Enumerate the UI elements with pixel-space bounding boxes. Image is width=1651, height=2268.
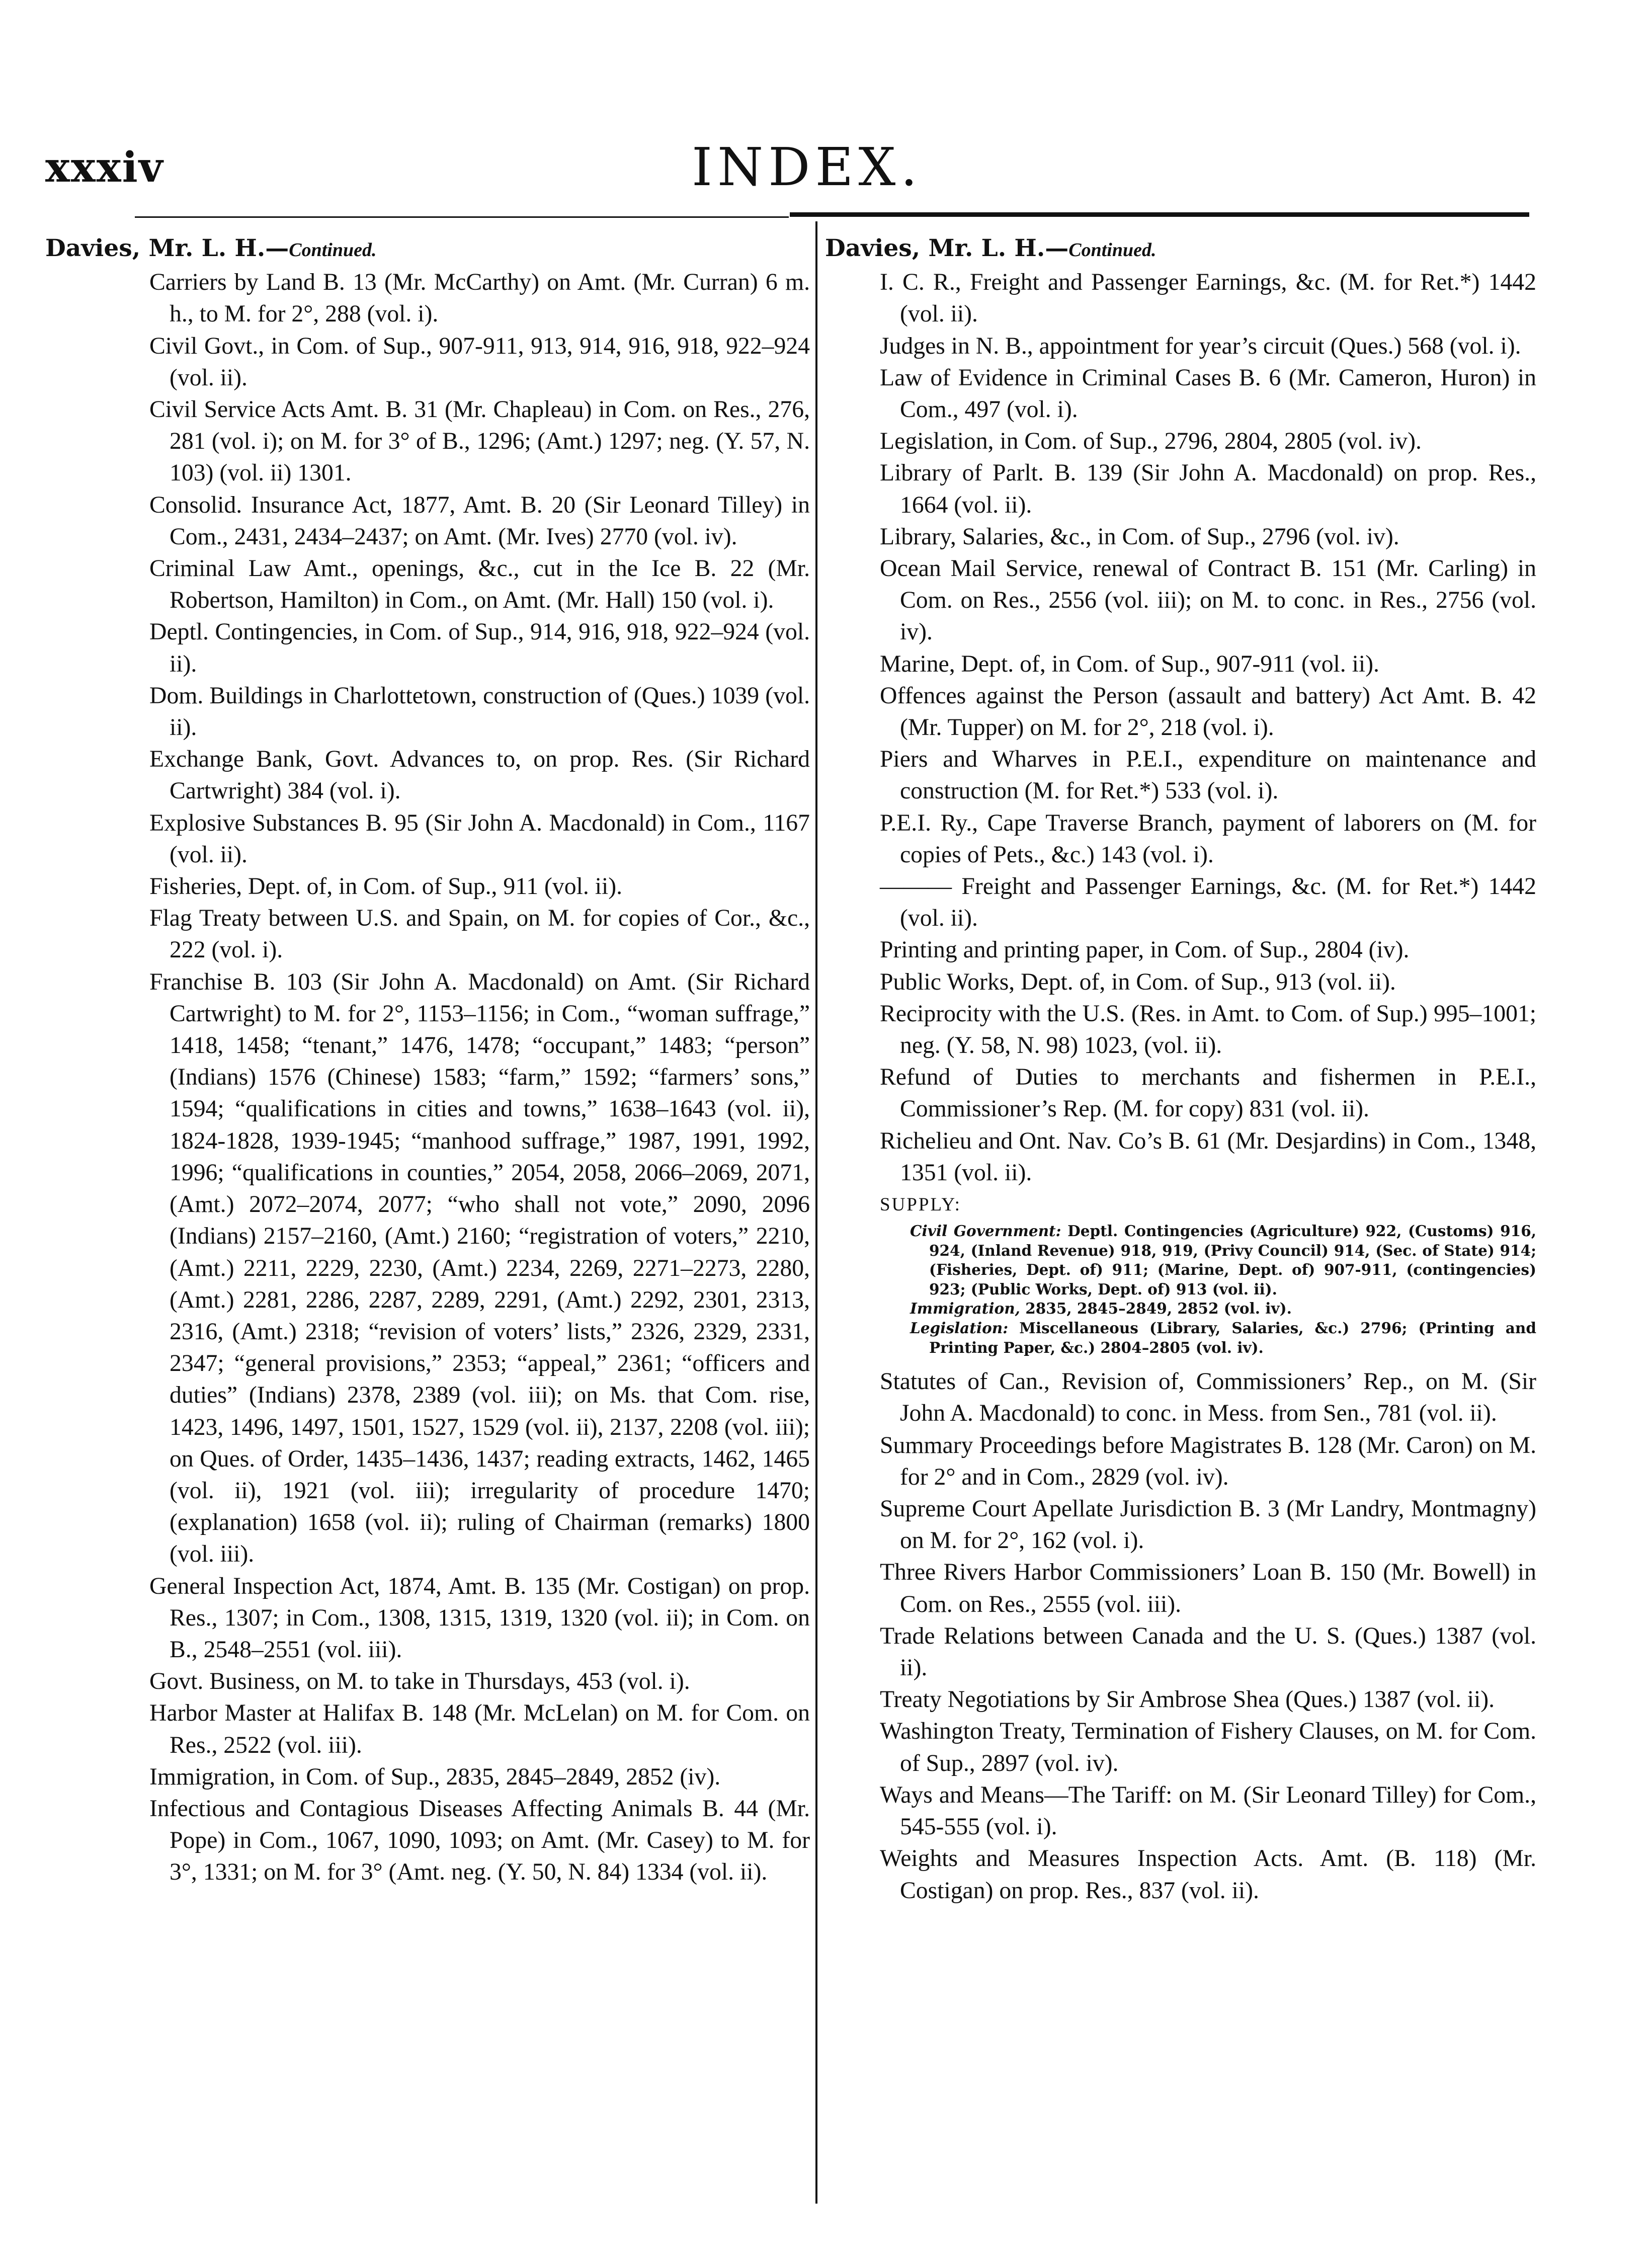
index-entry: Reciprocity with the U.S. (Res. in Amt. to Com. of Sup.) 995–1001; neg. (Y. 58, N. 98) 1023, (vol. ii). xyxy=(880,1000,1536,1059)
index-entry: Exchange Bank, Govt. Advances to, on prop. Res. (Sir Richard Cartwright) 384 (vol. i). xyxy=(149,746,810,804)
index-entry: Richelieu and Ont. Nav. Co’s B. 61 (Mr. Desjardins) in Com., 1348, 1351 (vol. ii). xyxy=(880,1127,1536,1186)
index-entry: Judges in N. B., appointment for year’s circuit (Ques.) 568 (vol. i). xyxy=(880,332,1521,359)
index-entry: I. C. R., Freight and Passenger Earnings, &c. (M. for Ret.*) 1442 (vol. ii). xyxy=(880,269,1536,328)
index-entry: Statutes of Can., Revision of, Commissioners’ Rep., on M. (Sir John A. Macdonald) to conc. in Mess. from Sen., 781 (vol. ii). xyxy=(880,1368,1536,1427)
column-divider xyxy=(815,221,817,2204)
index-entry: Library, Salaries, &c., in Com. of Sup., 2796 (vol. iv). xyxy=(880,523,1399,550)
index-entry: Flag Treaty between U.S. and Spain, on M. for copies of Cor., &c., 222 (vol. i). xyxy=(149,905,810,963)
heading-continued: Continued. xyxy=(1068,239,1157,261)
heading-name: Davies, Mr. L. H.— xyxy=(45,234,289,262)
index-entry: Criminal Law Amt., openings, &c., cut in the Ice B. 22 (Mr. Robertson, Hamilton) in Com., on Amt. (Mr. Hall) 150 (vol. i). xyxy=(149,555,810,614)
index-entry: Washington Treaty, Termination of Fishery Clauses, on M. for Com. of Sup., 2897 (vol. iv). xyxy=(880,1718,1536,1776)
supply-heading: SUPPLY: xyxy=(880,1194,961,1216)
supply-spacer xyxy=(825,1357,1536,1365)
index-entry: Ocean Mail Service, renewal of Contract B. 151 (Mr. Carling) in Com. on Res., 2556 (vol. iii); on M. to conc. in Res., 2756 (vol. iv). xyxy=(880,555,1536,645)
supply-item-text: Deptl. Contingencies (Agriculture) 922, (Customs) 916, 924, (Inland Revenue) 918, 919, (Privy Council) 914, (Sec. of State) 914; (Fisheries, Dept. of) 911; (Marine, Dept. of) 907-911, (contingencies) 923; (Public Works, Dept. of) 913 (vol. ii). xyxy=(929,1222,1536,1298)
supply-item-label: Civil Government: xyxy=(910,1222,1061,1240)
heading-continued: Continued. xyxy=(289,239,377,261)
index-entry: Civil Service Acts Amt. B. 31 (Mr. Chapleau) in Com. on Res., 276, 281 (vol. i); on M. for 3° of B., 1296; (Amt.) 1297; neg. (Y. 57, N. 103) (vol. ii) 1301. xyxy=(149,396,810,487)
index-entry: Refund of Duties to merchants and fishermen in P.E.I., Commissioner’s Rep. (M. for copy) 831 (vol. ii). xyxy=(880,1064,1536,1122)
supply-item xyxy=(910,1299,1536,1319)
index-entry: General Inspection Act, 1874, Amt. B. 135 (Mr. Costigan) on prop. Res., 1307; in Com., 1308, 1315, 1319, 1320 (vol. ii); in Com. on B., 2548–2551 (vol. iii). xyxy=(149,1572,810,1663)
index-entry: Civil Govt., in Com. of Sup., 907-911, 913, 914, 916, 918, 922–924 (vol. ii). xyxy=(149,332,810,391)
index-entry: Library of Parlt. B. 139 (Sir John A. Macdonald) on prop. Res., 1664 (vol. ii). xyxy=(880,459,1536,518)
left-column-heading xyxy=(45,232,810,266)
index-entry: Law of Evidence in Criminal Cases B. 6 (Mr. Cameron, Huron) in Com., 497 (vol. i). xyxy=(880,364,1536,423)
index-entry: P.E.I. Ry., Cape Traverse Branch, payment of laborers on (M. for copies of Pets., &c.) 143 (vol. i). xyxy=(880,809,1536,868)
supply-item-label: Immigration, xyxy=(910,1300,1020,1318)
index-entry: Marine, Dept. of, in Com. of Sup., 907-911 (vol. ii). xyxy=(880,650,1379,677)
index-entry: Supreme Court Apellate Jurisdiction B. 3 (Mr Landry, Montmagny) on M. for 2°, 162 (vol. i). xyxy=(880,1495,1536,1554)
heading-name: Davies, Mr. L. H.— xyxy=(825,234,1069,262)
index-entry: Carriers by Land B. 13 (Mr. McCarthy) on Amt. (Mr. Curran) 6 m. h., to M. for 2°, 288 (vol. i). xyxy=(149,269,810,328)
index-entry: Fisheries, Dept. of, in Com. of Sup., 911 (vol. ii). xyxy=(149,873,623,900)
index-entry: Printing and printing paper, in Com. of Sup., 2804 (iv). xyxy=(880,936,1410,963)
index-entry: Three Rivers Harbor Commissioners’ Loan B. 150 (Mr. Bowell) in Com. on Res., 2555 (vol. iii). xyxy=(880,1559,1536,1617)
left-column xyxy=(45,232,810,1888)
page-number: xxxiv xyxy=(45,143,164,192)
supply-item-label: Legislation: xyxy=(910,1319,1009,1337)
index-entry: Piers and Wharves in P.E.I., expenditure on maintenance and construction (M. for Ret.*) 533 (vol. i). xyxy=(880,746,1536,804)
page-title: INDEX. xyxy=(692,136,923,198)
index-entry: Franchise B. 103 (Sir John A. Macdonald) on Amt. (Sir Richard Cartwright) to M. for 2°, 1153–1156; in Com., “woman suffrage,” 1418, 1458; “tenant,” 1476, 1478; “occupant,” 1483; “person” (Indians) 1576 (Chinese) 1583; “farm,” 1592; “farmers’ sons,” 1594; “qualifications in cities and towns,” 1638–1643 (vol. ii), 1824-1828, 1939-1945; “manhood suffrage,” 1987, 1991, 1992, 1996; “qualifications in counties,” 2054, 2058, 2066–2069, 2071, (Amt.) 2072–2074, 2077; “who shall not vote,” 2090, 2096 (Indians) 2157–2160, (Amt.) 2160; “registration of voters,” 2210, (Amt.) 2211, 2229, 2230, (Amt.) 2234, 2269, 2271–2273, 2280, (Amt.) 2281, 2286, 2287, 2289, 2291, (Amt.) 2292, 2301, 2313, 2316, (Amt.) 2318; “revision of voters’ lists,” 2326, 2329, 2331, 2347; “general provisions,” 2353; “appeal,” 2361; “officers and duties” (Indians) 2378, 2389 (vol. iii); on Ms. that Com. rise, 1423, 1496, 1497, 1501, 1527, 1529 (vol. ii), 2137, 2208 (vol. iii); on Ques. of Order, 1435–1436, 1437; reading extracts, 1462, 1465 (vol. ii), 1921 (vol. iii); irregularity of procedure 1470; (explanation) 1658 (vol. ii); ruling of Chairman (remarks) 1800 (vol. iii). xyxy=(149,968,810,1568)
index-entry: Govt. Business, on M. to take in Thursdays, 453 (vol. i). xyxy=(149,1668,690,1695)
index-entry: Explosive Substances B. 95 (Sir John A. Macdonald) in Com., 1167 (vol. ii). xyxy=(149,809,810,868)
right-column-heading xyxy=(825,232,1536,266)
supply-item xyxy=(910,1319,1536,1357)
index-entry: Weights and Measures Inspection Acts. Amt. (B. 118) (Mr. Costigan) on prop. Res., 837 (vol. ii). xyxy=(880,1845,1536,1904)
index-entry: Dom. Buildings in Charlottetown, construction of (Ques.) 1039 (vol. ii). xyxy=(149,682,810,741)
index-entry: Ways and Means—The Tariff: on M. (Sir Leonard Tilley) for Com., 545-555 (vol. i). xyxy=(880,1781,1536,1840)
index-entry: Public Works, Dept. of, in Com. of Sup., 913 (vol. ii). xyxy=(880,968,1396,995)
supply-item xyxy=(910,1222,1536,1299)
index-entry: Legislation, in Com. of Sup., 2796, 2804, 2805 (vol. iv). xyxy=(880,428,1422,455)
index-entry: Harbor Master at Halifax B. 148 (Mr. McLelan) on M. for Com. on Res., 2522 (vol. iii). xyxy=(149,1699,810,1758)
index-entry: ——— Freight and Passenger Earnings, &c. (M. for Ret.*) 1442 (vol. ii). xyxy=(880,873,1536,932)
header-rule-right xyxy=(790,212,1529,217)
supply-item-text: Miscellaneous (Library, Salaries, &c.) 2796; (Printing and Printing Paper, &c.) 2804–2805 (vol. iv). xyxy=(929,1319,1536,1356)
index-entry: Infectious and Contagious Diseases Affecting Animals B. 44 (Mr. Pope) in Com., 1067, 1090, 1093; on Amt. (Mr. Casey) to M. for 3°, 1331; on M. for 3° (Amt. neg. (Y. 50, N. 84) 1334 (vol. ii). xyxy=(149,1795,810,1886)
index-entry: Deptl. Contingencies, in Com. of Sup., 914, 916, 918, 922–924 (vol. ii). xyxy=(149,618,810,677)
index-entry: Treaty Negotiations by Sir Ambrose Shea (Ques.) 1387 (vol. ii). xyxy=(880,1686,1495,1713)
index-entry: Offences against the Person (assault and battery) Act Amt. B. 42 (Mr. Tupper) on M. for 2°, 218 (vol. i). xyxy=(880,682,1536,741)
right-column xyxy=(825,232,1536,1906)
header-rule-left xyxy=(135,216,789,218)
index-entry: Consolid. Insurance Act, 1877, Amt. B. 20 (Sir Leonard Tilley) in Com., 2431, 2434–2437; on Amt. (Mr. Ives) 2770 (vol. iv). xyxy=(149,491,810,550)
index-entry: Summary Proceedings before Magistrates B. 128 (Mr. Caron) on M. for 2° and in Com., 2829 (vol. iv). xyxy=(880,1431,1536,1490)
index-entry: Immigration, in Com. of Sup., 2835, 2845–2849, 2852 (iv). xyxy=(149,1763,721,1790)
index-entry: Trade Relations between Canada and the U. S. (Ques.) 1387 (vol. ii). xyxy=(880,1622,1536,1681)
supply-item-text: 2835, 2845–2849, 2852 (vol. iv). xyxy=(1025,1300,1292,1318)
